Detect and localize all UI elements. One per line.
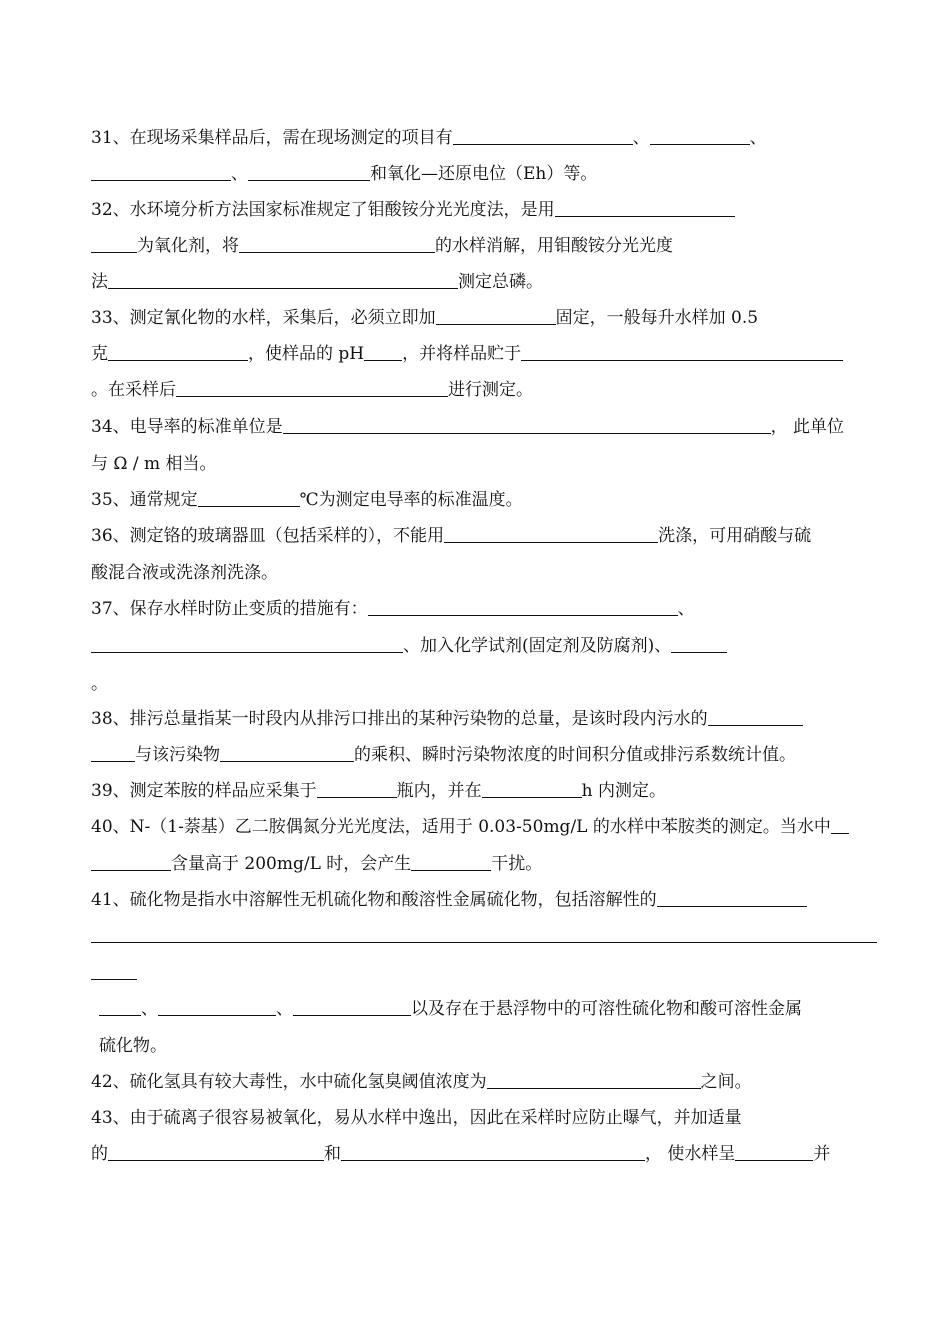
q31-line-2: 、 和氧化—还原电位（Eh）等。 — [91, 163, 597, 185]
q35-line-1: 35、通常规定 ℃为测定电导率的标准温度。 — [91, 490, 523, 510]
blank[interactable] — [555, 200, 735, 217]
blank[interactable] — [341, 1144, 645, 1161]
q37-line-2: 、加入化学试剂(固定剂及防腐剂)、 — [91, 635, 727, 657]
blank[interactable] — [283, 417, 771, 434]
blank[interactable] — [91, 164, 231, 181]
blank[interactable] — [735, 1144, 813, 1161]
q41-line-3: 、 、 以及存在于悬浮物中的可溶性硫化物和酸可溶性金属 — [99, 998, 802, 1020]
q39-line-1: 39、测定苯胺的样品应采集于 瓶内，并在 h 内测定。 — [91, 781, 666, 801]
blank[interactable] — [91, 854, 171, 871]
blank[interactable] — [158, 999, 276, 1016]
blank[interactable] — [220, 745, 354, 762]
q32-line-2: 为氧化剂，将 的水样消解，用钼酸铵分光光度 — [91, 235, 673, 257]
q36-line-2: 酸混合液或洗涤剂洗涤。 — [91, 563, 278, 583]
q40-line-1: 40、N-（1-萘基）乙二胺偶氮分光光度法，适用于 0.03-50mg/L 的水样中苯胺类的测定。当水中 — [91, 816, 849, 838]
blank[interactable] — [368, 599, 678, 616]
q38-line-2: 与该污染物 的乘积、瞬时污染物浓度的时间积分值或排污系数统计值。 — [91, 744, 796, 766]
q38-line-1: 38、排污总量指某一时段内从排污口排出的某种污染物的总量，是该时段内污水的 — [91, 708, 803, 730]
blank[interactable] — [436, 308, 556, 325]
q33-line-3: 。在采样后 进行测定。 — [91, 380, 533, 400]
q43-line-2: 的 和 ， 使水样呈 并 — [91, 1144, 831, 1164]
blank[interactable] — [108, 344, 248, 361]
blank[interactable] — [708, 709, 803, 726]
blank[interactable] — [453, 128, 633, 145]
q37-line-3: 。 — [91, 674, 108, 694]
blank[interactable] — [657, 890, 807, 907]
q37-line-1: 37、保存水样时防止变质的措施有： 、 — [91, 599, 695, 619]
q32-line-1: 32、水环境分析方法国家标准规定了钼酸铵分光光度法，是用 — [91, 199, 735, 221]
blank[interactable] — [293, 999, 411, 1016]
q40-line-2: 含量高于 200mg/L 时，会产生 干扰。 — [91, 853, 542, 875]
blank[interactable] — [91, 236, 137, 253]
blank[interactable] — [108, 272, 458, 289]
q41-line-2 — [91, 962, 137, 984]
q43-line-1: 43、由于硫离子很容易被氧化，易从水样中逸出，因此在采样时应防止曝气，并加适量 — [91, 1108, 742, 1128]
q41-line-4: 硫化物。 — [99, 1036, 167, 1056]
q33-line-2: 克 ，使样品的 pH ，并将样品贮于 — [91, 343, 843, 365]
q31-line-1: 31、在现场采集样品后，需在现场测定的项目有 、 、 — [91, 128, 767, 148]
q33-line-1: 33、测定氰化物的水样，采集后，必须立即加 固定，一般每升水样加 0.5 — [91, 308, 759, 328]
blank-full-line[interactable] — [91, 942, 877, 943]
blank[interactable] — [411, 854, 491, 871]
blank[interactable] — [91, 636, 403, 653]
q42-line-1: 42、硫化氢具有较大毒性，水中硫化氢臭阈值浓度为 之间。 — [91, 1072, 752, 1092]
blank[interactable] — [364, 344, 402, 361]
q34-line-2: 与 Ω / m 相当。 — [91, 454, 217, 474]
blank[interactable] — [248, 164, 370, 181]
blank[interactable] — [650, 128, 750, 145]
blank[interactable] — [239, 236, 435, 253]
blank[interactable] — [198, 490, 300, 507]
q36-line-1: 36、测定铬的玻璃器皿（包括采样的），不能用 洗涤，可用硝酸与硫 — [91, 526, 812, 546]
blank[interactable] — [671, 636, 727, 653]
blank[interactable] — [317, 781, 397, 798]
blank[interactable] — [487, 1072, 701, 1089]
blank[interactable] — [108, 1144, 324, 1161]
blank[interactable] — [91, 745, 135, 762]
blank[interactable] — [482, 781, 582, 798]
blank[interactable] — [444, 526, 658, 543]
blank[interactable] — [521, 344, 843, 361]
blank[interactable] — [176, 380, 448, 397]
blank[interactable] — [99, 999, 141, 1016]
q41-line-1: 41、硫化物是指水中溶解性无机硫化物和酸溶性金属硫化物，包括溶解性的 — [91, 889, 807, 911]
q32-line-3: 法 测定总磷。 — [91, 272, 543, 292]
blank[interactable] — [91, 963, 137, 980]
q34-line-1: 34、电导率的标准单位是 ， 此单位 — [91, 417, 845, 437]
blank[interactable] — [831, 817, 849, 834]
